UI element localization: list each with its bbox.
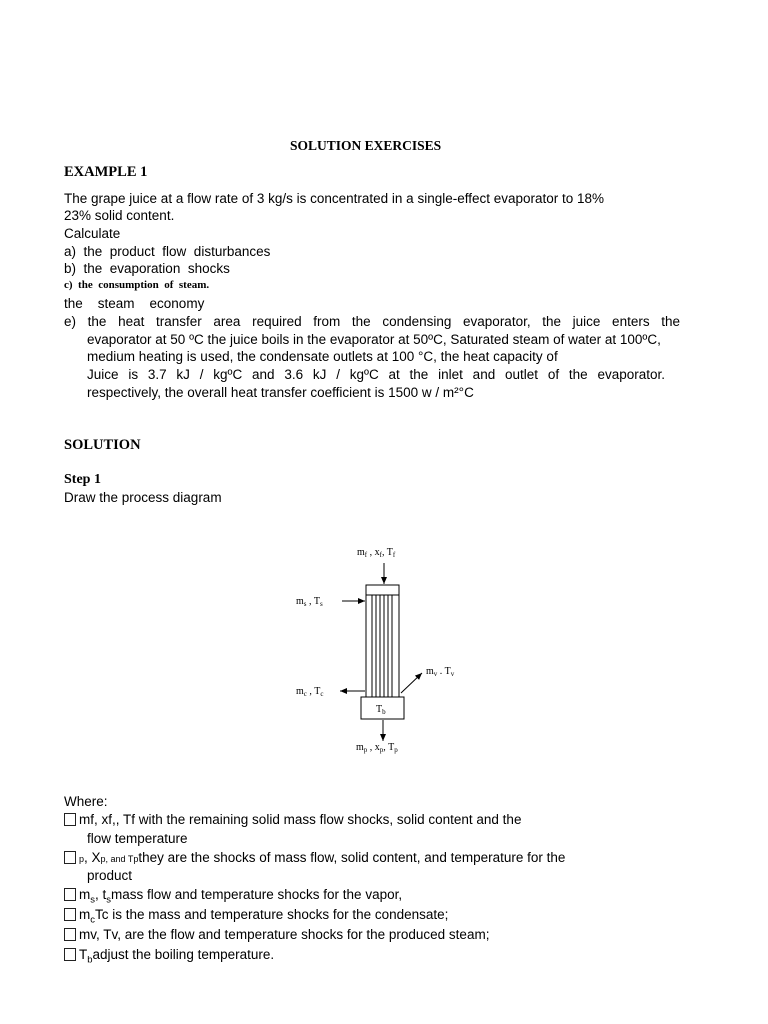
where-bullet-4: $m_cTc$ is the mass and temperature shocks for the condensate; <box>64 907 448 926</box>
item-a: a) the product flow disturbances <box>64 244 271 259</box>
condensate-label: $m_c$ , $T_c$ <box>296 686 324 698</box>
solution-heading: SOLUTION <box>64 437 141 453</box>
item-e-line-5: respectively, the overall heat transfer coefficient is 1500 w / m²°C <box>87 385 474 400</box>
bullet-box-icon <box>64 813 76 826</box>
calculate-label: Calculate <box>64 226 121 241</box>
item-e-line-1: e) the heat transfer area required from the condensing evaporator, the juice enters the <box>64 314 680 329</box>
step-heading: Step 1 <box>64 472 101 487</box>
where-bullet-5: mv, Tv, are the flow and temperature shocks for the produced steam; <box>64 927 489 942</box>
where-bullet-1: mf, xf,, Tf with the remaining solid mass flow shocks, solid content and the <box>64 812 521 827</box>
item-b: b) the evaporation shocks <box>64 261 230 276</box>
steam-label: $m_s$ , $T_s$ <box>296 596 323 608</box>
example-heading: EXAMPLE 1 <box>64 164 148 180</box>
vapor-arrow <box>401 673 422 693</box>
boiling-label: $T_b$ <box>376 704 386 716</box>
evaporator-diagram <box>280 535 480 765</box>
intro-line-2: 23% solid content. <box>64 208 175 223</box>
where-bullet-6: $T_badjust$ the boiling temperature. <box>64 947 274 966</box>
evaporator-top-header <box>366 585 399 595</box>
bullet-box-icon <box>64 851 76 864</box>
item-d: the steam economy <box>64 296 205 311</box>
feed-label: $m_f$ , $x_f$, $T_f$ <box>357 547 396 559</box>
bullet-box-icon <box>64 928 76 941</box>
bullet-box-icon <box>64 948 76 961</box>
bullet-box-icon <box>64 888 76 901</box>
page-title: SOLUTION EXERCISES <box>290 138 442 153</box>
item-e-line-4: Juice is 3.7 kJ / kgºC and 3.6 kJ / kgºC at the inlet and outlet of the evaporator. <box>87 367 665 382</box>
product-label: $m_p$ , $x_p$, $T_p$ <box>356 742 398 754</box>
where-bullet-2-cont: product <box>87 868 133 883</box>
vapor-label: $m_v$ . $T_v$ <box>426 666 455 678</box>
where-label: Where: <box>64 794 108 809</box>
where-bullet-3: $m_s$, $t_smass$ flow and temperature shocks for the vapor, <box>64 887 402 906</box>
intro-line-1: The grape juice at a flow rate of 3 kg/s is concentrated in a single-effect evaporator to 18% <box>64 191 605 206</box>
item-e-line-2: evaporator at 50 ºC the juice boils in the evaporator at 50ºC, Saturated steam of water at 100ºC, <box>87 332 661 347</box>
step-text: Draw the process diagram <box>64 490 222 505</box>
item-e-line-3: medium heating is used, the condensate outlets at 100 °C, the heat capacity of <box>87 349 558 364</box>
where-bullet-1-cont: flow temperature <box>87 831 188 846</box>
tube-bundle <box>366 595 399 697</box>
item-c: c) the consumption of steam. <box>64 279 210 291</box>
where-bullet-2: p, Xp, and Tpthey are the shocks of mass flow, solid content, and temperature for the <box>64 850 565 865</box>
bullet-box-icon <box>64 908 76 921</box>
